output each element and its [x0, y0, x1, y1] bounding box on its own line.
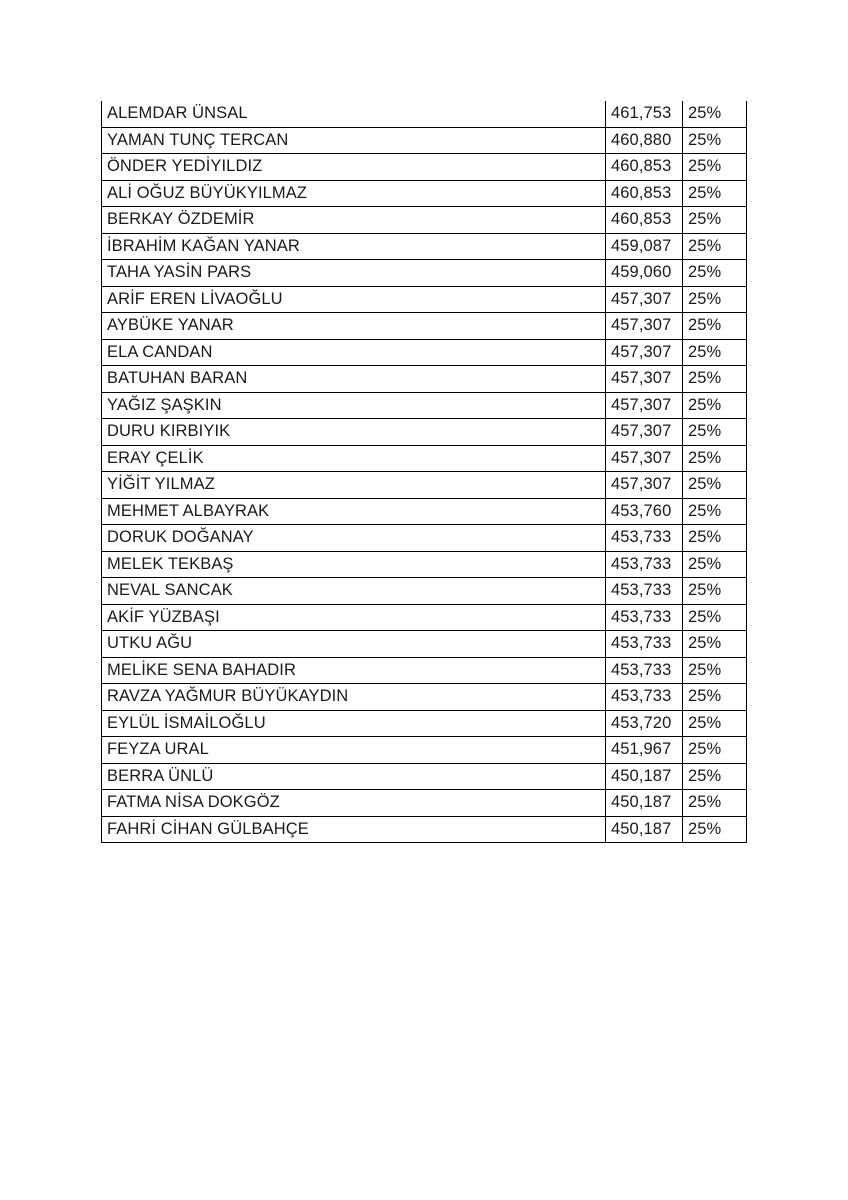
- table-row: [102, 127, 747, 154]
- student-name-cell: MELEK TEKBAŞ: [102, 551, 606, 578]
- student-name-cell: RAVZA YAĞMUR BÜYÜKAYDIN: [102, 684, 606, 711]
- score-cell: 450,187: [606, 763, 683, 790]
- table-row: [102, 366, 747, 393]
- percent-cell: 25%: [683, 790, 747, 817]
- percent-cell: 25%: [683, 445, 747, 472]
- percent-cell: 25%: [683, 631, 747, 658]
- table-row: [102, 525, 747, 552]
- percent-cell: 25%: [683, 763, 747, 790]
- percent-cell: 25%: [683, 366, 747, 393]
- table-row: [102, 101, 747, 127]
- percent-cell: 25%: [683, 498, 747, 525]
- table-row: [102, 233, 747, 260]
- table-row: [102, 180, 747, 207]
- table-row: [102, 604, 747, 631]
- student-name-cell: DURU KIRBIYIK: [102, 419, 606, 446]
- score-cell: 453,733: [606, 631, 683, 658]
- student-name-cell: DORUK DOĞANAY: [102, 525, 606, 552]
- table-row: [102, 578, 747, 605]
- score-cell: 459,060: [606, 260, 683, 287]
- student-name-cell: AKİF YÜZBAŞI: [102, 604, 606, 631]
- table-row: [102, 551, 747, 578]
- student-name-cell: İBRAHİM KAĞAN YANAR: [102, 233, 606, 260]
- student-name-cell: YAĞIZ ŞAŞKIN: [102, 392, 606, 419]
- student-name-cell: TAHA YASİN PARS: [102, 260, 606, 287]
- score-cell: 453,733: [606, 578, 683, 605]
- student-name-cell: BERRA ÜNLÜ: [102, 763, 606, 790]
- score-cell: 460,853: [606, 180, 683, 207]
- percent-cell: 25%: [683, 472, 747, 499]
- results-table-body: [102, 101, 747, 843]
- table-row: [102, 684, 747, 711]
- score-cell: 457,307: [606, 445, 683, 472]
- score-cell: 451,967: [606, 737, 683, 764]
- table-row: [102, 286, 747, 313]
- score-cell: 450,187: [606, 816, 683, 843]
- student-name-cell: FAHRİ CİHAN GÜLBAHÇE: [102, 816, 606, 843]
- score-cell: 460,880: [606, 127, 683, 154]
- student-name-cell: ALİ OĞUZ BÜYÜKYILMAZ: [102, 180, 606, 207]
- table-row: [102, 498, 747, 525]
- student-name-cell: ELA CANDAN: [102, 339, 606, 366]
- score-cell: 457,307: [606, 366, 683, 393]
- table-row: [102, 737, 747, 764]
- score-cell: 453,733: [606, 657, 683, 684]
- student-name-cell: BERKAY ÖZDEMİR: [102, 207, 606, 234]
- score-cell: 457,307: [606, 286, 683, 313]
- percent-cell: 25%: [683, 525, 747, 552]
- student-name-cell: MEHMET ALBAYRAK: [102, 498, 606, 525]
- student-name-cell: UTKU AĞU: [102, 631, 606, 658]
- table-row: [102, 313, 747, 340]
- student-name-cell: YAMAN TUNÇ TERCAN: [102, 127, 606, 154]
- student-name-cell: EYLÜL İSMAİLOĞLU: [102, 710, 606, 737]
- table-row: [102, 631, 747, 658]
- score-cell: 453,733: [606, 525, 683, 552]
- table-row: [102, 207, 747, 234]
- percent-cell: 25%: [683, 127, 747, 154]
- student-name-cell: BATUHAN BARAN: [102, 366, 606, 393]
- student-name-cell: ALEMDAR ÜNSAL: [102, 101, 606, 127]
- percent-cell: 25%: [683, 260, 747, 287]
- percent-cell: 25%: [683, 737, 747, 764]
- percent-cell: 25%: [683, 154, 747, 181]
- student-name-cell: AYBÜKE YANAR: [102, 313, 606, 340]
- table-row: [102, 472, 747, 499]
- table-row: [102, 339, 747, 366]
- student-name-cell: ERAY ÇELİK: [102, 445, 606, 472]
- percent-cell: 25%: [683, 604, 747, 631]
- score-cell: 460,853: [606, 154, 683, 181]
- score-cell: 450,187: [606, 790, 683, 817]
- table-row: [102, 419, 747, 446]
- results-table: [101, 101, 747, 843]
- percent-cell: 25%: [683, 551, 747, 578]
- percent-cell: 25%: [683, 392, 747, 419]
- student-name-cell: MELİKE SENA BAHADIR: [102, 657, 606, 684]
- student-name-cell: YİĞİT YILMAZ: [102, 472, 606, 499]
- student-name-cell: FEYZA URAL: [102, 737, 606, 764]
- score-cell: 453,733: [606, 551, 683, 578]
- score-cell: 453,733: [606, 604, 683, 631]
- table-row: [102, 710, 747, 737]
- table-row: [102, 392, 747, 419]
- percent-cell: 25%: [683, 657, 747, 684]
- percent-cell: 25%: [683, 207, 747, 234]
- student-name-cell: ARİF EREN LİVAOĞLU: [102, 286, 606, 313]
- percent-cell: 25%: [683, 286, 747, 313]
- table-row: [102, 154, 747, 181]
- percent-cell: 25%: [683, 710, 747, 737]
- percent-cell: 25%: [683, 233, 747, 260]
- student-name-cell: FATMA NİSA DOKGÖZ: [102, 790, 606, 817]
- table-row: [102, 816, 747, 843]
- table-row: [102, 790, 747, 817]
- percent-cell: 25%: [683, 313, 747, 340]
- score-cell: 453,720: [606, 710, 683, 737]
- score-cell: 457,307: [606, 392, 683, 419]
- percent-cell: 25%: [683, 578, 747, 605]
- score-cell: 460,853: [606, 207, 683, 234]
- percent-cell: 25%: [683, 180, 747, 207]
- score-cell: 459,087: [606, 233, 683, 260]
- score-cell: 453,760: [606, 498, 683, 525]
- table-row: [102, 445, 747, 472]
- percent-cell: 25%: [683, 816, 747, 843]
- percent-cell: 25%: [683, 419, 747, 446]
- percent-cell: 25%: [683, 339, 747, 366]
- student-name-cell: ÖNDER YEDİYILDIZ: [102, 154, 606, 181]
- table-row: [102, 657, 747, 684]
- student-name-cell: NEVAL SANCAK: [102, 578, 606, 605]
- score-cell: 461,753: [606, 101, 683, 127]
- table-row: [102, 260, 747, 287]
- percent-cell: 25%: [683, 101, 747, 127]
- table-row: [102, 763, 747, 790]
- score-cell: 453,733: [606, 684, 683, 711]
- score-cell: 457,307: [606, 419, 683, 446]
- score-cell: 457,307: [606, 313, 683, 340]
- percent-cell: 25%: [683, 684, 747, 711]
- score-cell: 457,307: [606, 339, 683, 366]
- score-cell: 457,307: [606, 472, 683, 499]
